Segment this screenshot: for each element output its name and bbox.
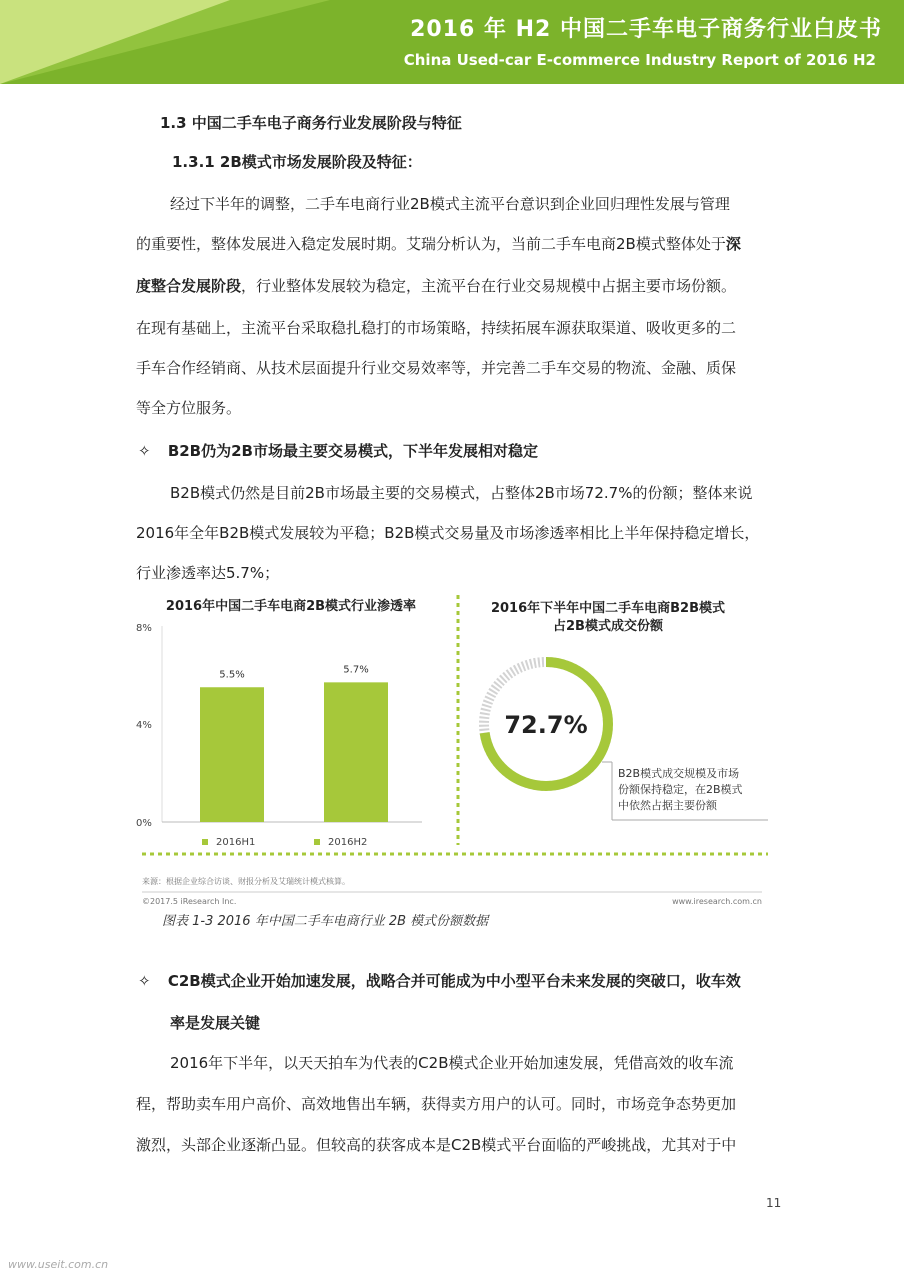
legend-label: 2016H1	[216, 837, 256, 848]
para1-line3: 度整合发展阶段，行业整体发展较为稳定，主流平台在行业交易规模中占据主要市场份额。	[136, 277, 737, 295]
bullet2-line1: C2B模式企业开始加速发展，战略合并可能成为中小型平台未来发展的突破口，收车效	[167, 972, 741, 990]
header-banner	[0, 0, 904, 84]
bar-group	[200, 664, 388, 822]
bullet1	[138, 440, 538, 461]
chart-site: www.iresearch.com.cn	[672, 897, 762, 906]
section-heading: 1.3 中国二手车电子商务行业发展阶段与特征	[160, 114, 462, 132]
para2-line1: B2B模式仍然是目前2B市场最主要的交易模式，占整体2B市场72.7%的份额；整体来说	[170, 484, 753, 502]
bar-value-label: 5.7%	[343, 664, 369, 676]
donut-center-label: 72.7%	[504, 711, 588, 739]
y-tick-label: 0%	[136, 818, 152, 829]
chart-copyright: ©2017.5 iResearch Inc.	[142, 897, 237, 906]
diamond-bullet-icon: ✧	[138, 442, 151, 460]
para2-line2: 2016年全年B2B模式发展较为平稳；B2B模式交易量及市场渗透率相比上半年保持稳定增长，	[136, 524, 760, 542]
legend-swatch	[202, 839, 208, 845]
annotation-line: B2B模式成交规模及市场	[618, 767, 740, 780]
para3-line1: 2016年下半年，以天天拍车为代表的C2B模式企业开始加速发展，凭借高效的收车流	[170, 1054, 734, 1072]
legend-label: 2016H2	[328, 837, 368, 848]
y-tick-label: 8%	[136, 623, 152, 634]
diamond-bullet-icon: ✧	[138, 972, 151, 990]
bullet1-text: B2B仍为2B市场最主要交易模式，下半年发展相对稳定	[167, 442, 538, 460]
report-title: 2016 年 H2 中国二手车电子商务行业白皮书	[410, 17, 882, 42]
para1-line6: 等全方位服务。	[136, 399, 242, 417]
chart-source: 来源：根据企业综合访谈、财报分析及艾瑞统计模式核算。	[142, 877, 350, 886]
report-subtitle: China Used-car E-commerce Industry Report of 2016 H2	[403, 51, 876, 69]
para3-line3: 激烈，头部企业逐渐凸显。但较高的获客成本是C2B模式平台面临的严峻挑战，尤其对于中	[136, 1136, 737, 1154]
para3-line2: 程，帮助卖车用户高价、高效地售出车辆，获得卖方用户的认可。同时，市场竞争态势更加	[136, 1095, 737, 1113]
bar-chart-title: 2016年中国二手车电商2B模式行业渗透率	[165, 599, 417, 614]
chart-figure	[136, 590, 768, 920]
para1-line5: 手车合作经销商、从技术层面提升行业交易效率等，并完善二手车交易的物流、金融、质保	[136, 359, 737, 377]
figure-caption: 图表 1-3 2016 年中国二手车电商行业 2B 模式份额数据	[162, 914, 489, 929]
page-number: 11	[766, 1196, 782, 1210]
para1-line4: 在现有基础上，主流平台采取稳扎稳打的市场策略，持续拓展车源获取渠道、吸收更多的二	[136, 319, 737, 337]
bar-2016H1	[200, 687, 264, 822]
watermark: www.useit.com.cn	[8, 1258, 109, 1271]
donut-chart-title-line2: 占2B模式成交份额	[553, 619, 663, 634]
bullet2	[138, 970, 741, 991]
para1-line1: 经过下半年的调整，二手车电商行业2B模式主流平台意识到企业回归理性发展与管理	[170, 195, 730, 213]
donut-chart-title-line1: 2016年下半年中国二手车电商B2B模式	[490, 601, 726, 616]
annotation-line: 份额保持稳定，在2B模式	[618, 783, 743, 796]
y-tick-label: 4%	[136, 720, 152, 731]
para1-line2: 的重要性，整体发展进入稳定发展时期。艾瑞分析认为，当前二手车电商2B模式整体处于深	[136, 235, 741, 253]
legend-swatch	[314, 839, 320, 845]
subsection-heading: 1.3.1 2B模式市场发展阶段及特征：	[172, 153, 422, 171]
bullet2-line2: 率是发展关键	[170, 1014, 261, 1032]
header-decoration	[0, 0, 230, 84]
bar-2016H2	[324, 682, 388, 822]
annotation-line: 中依然占据主要份额	[618, 799, 717, 812]
bar-value-label: 5.5%	[219, 669, 245, 681]
para2-line3: 行业渗透率达5.7%；	[136, 564, 280, 582]
